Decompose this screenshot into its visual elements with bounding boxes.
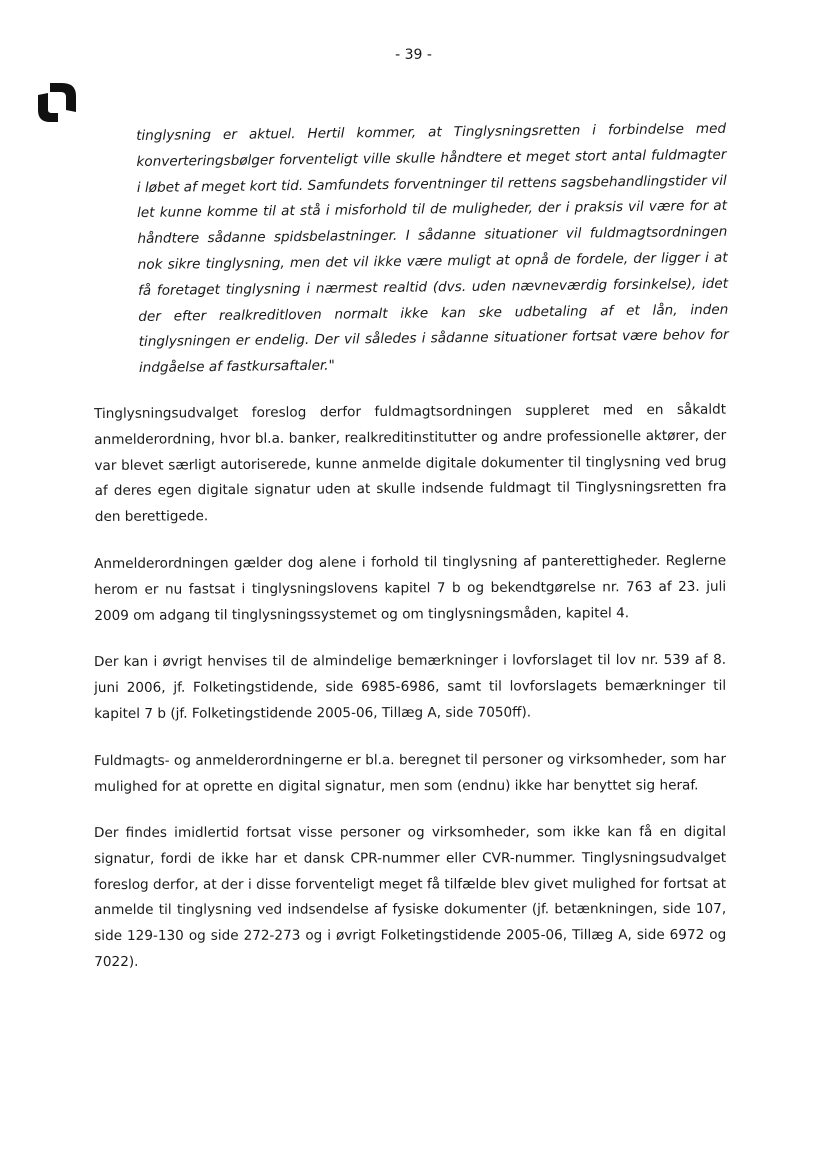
paragraph-physical-documents: Der findes imidlertid fortsat visse personer og virksomheder, som ikke kan få en digital signatur, fordi de ikke har et dansk CPR-nummer eller CVR-nummer. Tinglysningsudvalget foreslog derfor, at der i disse forventeligt meget få tilfælde blev givet mulighed for fortsat at anmelde til tinglysning ved indsendelse af fysiske dokumenter (jf. betænkningen, side 107, side 129-130 og side 272-273 og i øvrigt Folketingstidende 2005-06, Tillæg A, side 6972 og 7022). xyxy=(94,824,727,971)
document-body xyxy=(94,120,729,997)
page-number: - 39 - xyxy=(395,47,432,63)
paragraph-anmelderordning-proposal: Tinglysningsudvalget foreslog derfor fuldmagtsordningen suppleret med en såkaldt anmelderordning, hvor bl.a. banker, realkreditinstitutter og andre professionelle aktører, der var blevet særligt autoriserede, kunne anmelde digitale dokumenter til tinglysning ved brug af deres egen digitale signatur uden at skulle indsende fuldmagt til Tinglysningsretten fra den berettigede. xyxy=(94,401,727,526)
notched-arc-logo-icon xyxy=(36,82,78,122)
paragraph-purpose: Fuldmagts- og anmelderordningerne er bl.a. beregnet til personer og virksomheder, som har mulighed for at oprette en digital signatur, men som (endnu) ikke har benyttet sig heraf. xyxy=(94,751,727,795)
paragraph-references: Der kan i øvrigt henvises til de almindelige bemærkninger i lovforslaget til lov nr. 539 af 8. juni 2006, jf. Folketingstidende, side 6985-6986, samt til lovforslagets bemærkninger til kapitel 7 b (jf. Folketingstidende 2005-06, Tillæg A, side 7050ff). xyxy=(94,652,727,722)
quoted-passage: tinglysning er aktuel. Hertil kommer, at Tinglysningsretten i forbindelse med konverteringsbølger forventeligt ville skulle håndtere et meget stort antal fuldmagter i løbet af meget kort tid. Samfundets forventninger til rettens sagsbehandlingstider vil let kunne komme til at stå i misforhold til de muligheder, der i praksis vil være for at håndtere sådanne spidsbelastninger. I sådanne situationer vil fuldmagtsordningen nok sikre tinglysning, men det vil ikke være muligt at opnå de fordele, der ligger i at få foretaget tinglysning i nærmest realtid (dvs. uden nævneværdig forsinkelse), idet der efter realkreditloven normalt ikke kan ske udbetaling af et lån, inden tinglysningen er endelig. Der vil således i sådanne situationer fortsat være behov for indgåelse af fastkursaftaler." xyxy=(136,120,729,377)
paragraph-anmelderordning-scope: Anmelderordningen gælder dog alene i forhold til tinglysning af panterettigheder. Reglerne herom er nu fastsat i tinglysningslovens kapitel 7 b og bekendtgørelse nr. 763 af 23. juli 2009 om adgang til tinglysningssystemet og om tinglysningsmåden, kapitel 4. xyxy=(94,552,727,624)
